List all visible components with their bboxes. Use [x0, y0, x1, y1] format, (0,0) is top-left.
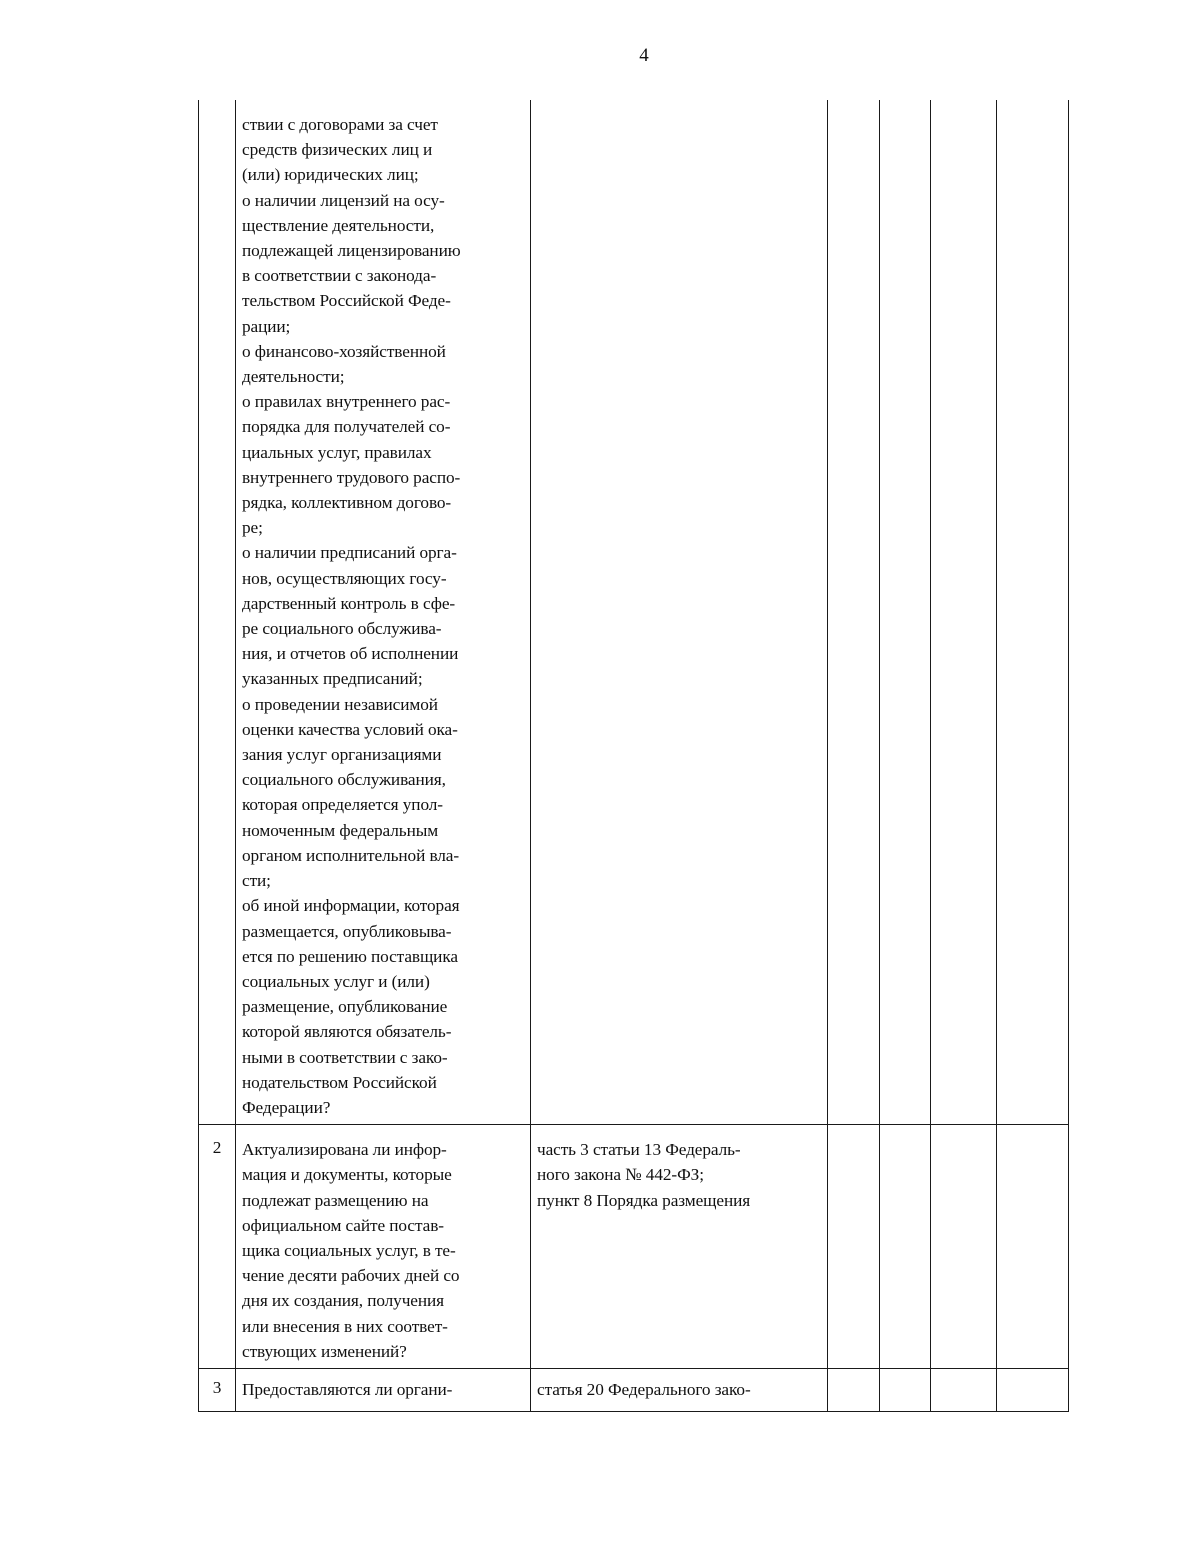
notes-cell: [997, 1125, 1069, 1369]
text-line: размещение, опубликование: [242, 997, 448, 1017]
question-cell: [236, 100, 531, 1125]
text-line: ется по решению поставщика: [242, 946, 458, 966]
question-text: [236, 1369, 530, 1406]
text-line: размещается, опубликовыва-: [242, 921, 452, 941]
reference-cell: [531, 1368, 828, 1411]
text-line: ными в соответствии с зако-: [242, 1047, 448, 1067]
text-line: средств физических лиц и: [242, 140, 433, 160]
text-line: щика социальных услуг, в те-: [242, 1240, 456, 1260]
notes-cell: [997, 1368, 1069, 1411]
text-line: внутреннего трудового распо-: [242, 467, 461, 487]
text-line: номоченным федеральным: [242, 820, 439, 840]
text-line: или внесения в них соответ-: [242, 1316, 448, 1336]
text-line: о правилах внутреннего рас-: [242, 392, 451, 412]
answer-no-cell: [880, 100, 931, 1125]
question-text: [236, 1125, 530, 1368]
text-line: которая определяется упол-: [242, 795, 443, 815]
text-line: в соответствии с законода-: [242, 266, 437, 286]
text-line: чение десяти рабочих дней со: [242, 1266, 460, 1286]
text-line: Актуализирована ли инфор-: [242, 1140, 447, 1160]
reference-text: [531, 1369, 827, 1406]
question-cell: [236, 1368, 531, 1411]
reference-text: [531, 1125, 827, 1217]
text-line: ществление деятельности,: [242, 215, 435, 235]
row-number-cell: 3: [199, 1368, 236, 1411]
answer-no-cell: [880, 1368, 931, 1411]
text-line: мация и документы, которые: [242, 1165, 452, 1185]
answer-no-cell: [880, 1125, 931, 1369]
text-line: деятельности;: [242, 367, 345, 387]
text-line: циальных услуг, правилах: [242, 442, 432, 462]
text-line: об иной информации, которая: [242, 896, 460, 916]
question-text: [236, 100, 530, 1124]
text-line: ре социального обслужива-: [242, 619, 442, 639]
text-line: Предоставляются ли органи-: [242, 1379, 453, 1399]
text-line: подлежащей лицензированию: [242, 241, 461, 261]
text-line: зания услуг организациями: [242, 745, 442, 765]
text-line: нодательством Российской: [242, 1072, 437, 1092]
text-line: тельством Российской Феде-: [242, 291, 451, 311]
text-line: социального обслуживания,: [242, 770, 446, 790]
text-line: официальном сайте постав-: [242, 1215, 444, 1235]
text-line: рации;: [242, 316, 291, 336]
notes-cell: [997, 100, 1069, 1125]
answer-na-cell: [931, 1368, 997, 1411]
text-line: о наличии предписаний орга-: [242, 543, 457, 563]
text-line: которой являются обязатель-: [242, 1022, 452, 1042]
text-line: дня их создания, получения: [242, 1291, 445, 1311]
reference-cell: [531, 1125, 828, 1369]
text-line: органом исполнительной вла-: [242, 845, 460, 865]
text-line: дарственный контроль в сфе-: [242, 593, 456, 613]
text-line: о проведении независимой: [242, 694, 438, 714]
text-line: оценки качества условий ока-: [242, 719, 458, 739]
text-line: ре;: [242, 518, 263, 538]
text-line: порядка для получателей со-: [242, 417, 451, 437]
text-line: ния, и отчетов об исполнении: [242, 644, 459, 664]
text-line: указанных предписаний;: [242, 669, 423, 689]
answer-yes-cell: [828, 1125, 880, 1369]
table-row: [199, 1125, 1069, 1369]
row-number-cell: 2: [199, 1125, 236, 1369]
text-line: о финансово-хозяйственной: [242, 341, 446, 361]
text-line: социальных услуг и (или): [242, 971, 430, 991]
text-line: (или) юридических лиц;: [242, 165, 419, 185]
text-line: статья 20 Федерального зако-: [537, 1379, 751, 1399]
text-line: ствующих изменений?: [242, 1341, 407, 1361]
text-line: рядка, коллективном догово-: [242, 493, 452, 513]
reference-text: [531, 100, 827, 116]
text-line: Федерации?: [242, 1097, 331, 1117]
text-line: пункт 8 Порядка размещения: [537, 1190, 751, 1210]
answer-na-cell: [931, 1125, 997, 1369]
answer-na-cell: [931, 100, 997, 1125]
question-cell: [236, 1125, 531, 1369]
table-row: [199, 1368, 1069, 1411]
text-line: сти;: [242, 871, 271, 891]
text-line: часть 3 статьи 13 Федераль-: [537, 1140, 741, 1160]
row-number-cell: [199, 100, 236, 1125]
text-line: подлежат размещению на: [242, 1190, 429, 1210]
answer-yes-cell: [828, 100, 880, 1125]
text-line: нов, осуществляющих госу-: [242, 568, 447, 588]
text-line: о наличии лицензий на осу-: [242, 190, 445, 210]
text-line: ствии с договорами за счет: [242, 115, 438, 134]
reference-cell: [531, 100, 828, 1125]
text-line: ного закона № 442-ФЗ;: [537, 1165, 704, 1185]
table-row: [199, 100, 1069, 1125]
answer-yes-cell: [828, 1368, 880, 1411]
checklist-table: [198, 100, 1069, 1412]
page-number: 4: [639, 45, 649, 66]
